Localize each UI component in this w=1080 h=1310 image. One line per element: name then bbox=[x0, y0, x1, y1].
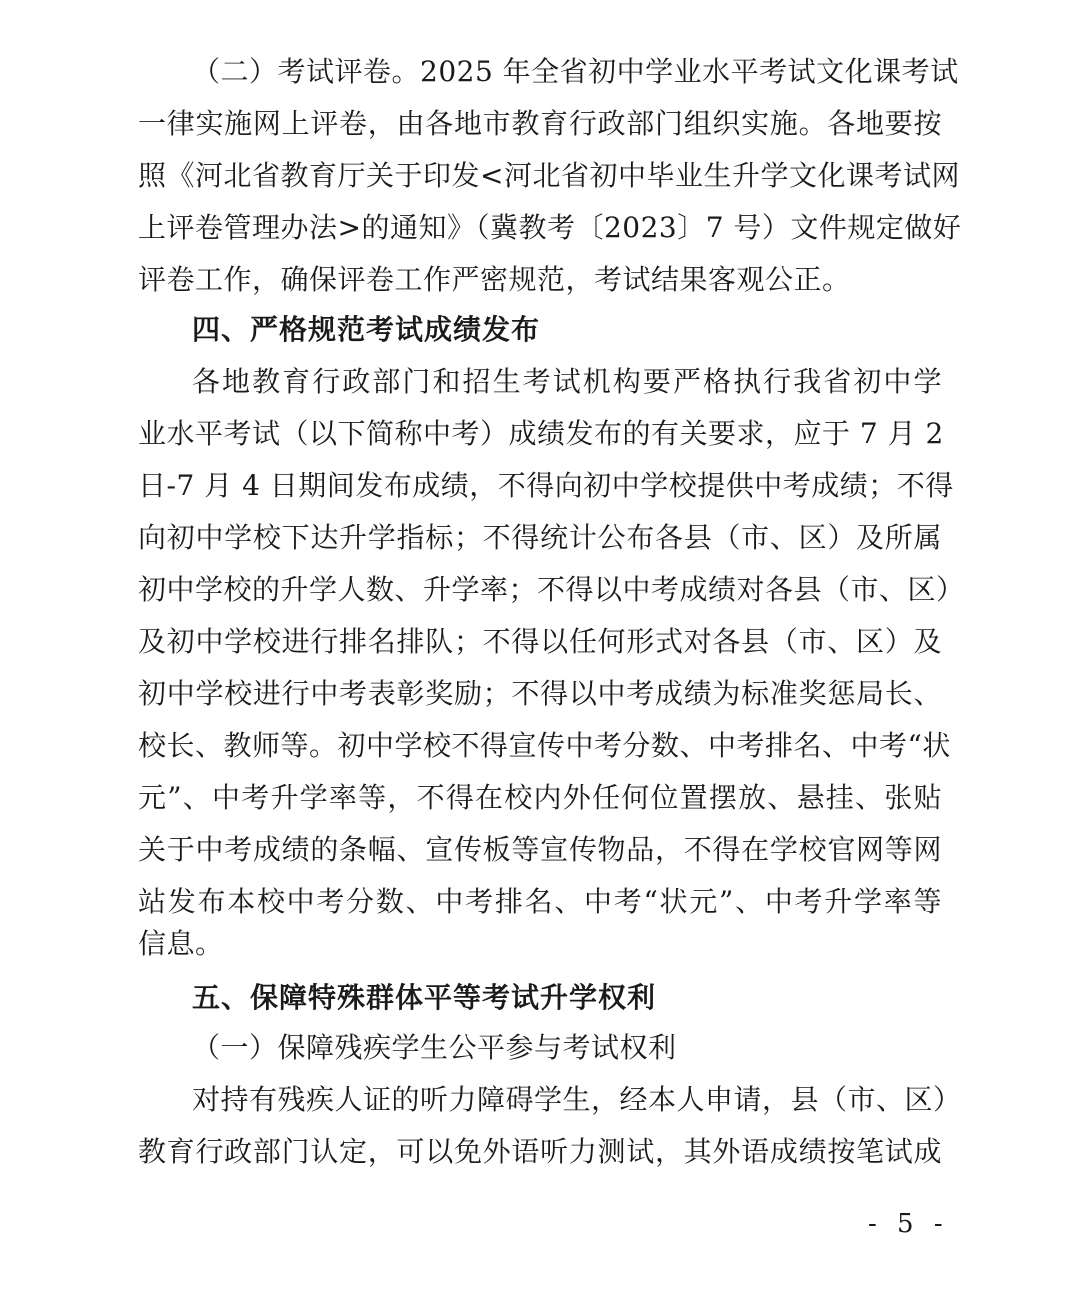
paragraph-line: 及初中学校进行排名排队；不得以任何形式对各县（市、区）及 bbox=[138, 625, 942, 658]
paragraph-line: 向初中学校下达升学指标；不得统计公布各县（市、区）及所属 bbox=[138, 521, 942, 554]
paragraph-line: 业水平考试（以下简称中考）成绩发布的有关要求，应于 7 月 2 bbox=[138, 417, 944, 450]
paragraph-line: 各地教育行政部门和招生考试机构要严格执行我省初中学 bbox=[192, 365, 942, 398]
paragraph-line: 评卷工作，确保评卷工作严密规范，考试结果客观公正。 bbox=[138, 263, 851, 296]
paragraph-line: （二）考试评卷。2025 年全省初中学业水平考试文化课考试 bbox=[192, 55, 959, 88]
paragraph-line: 教育行政部门认定，可以免外语听力测试，其外语成绩按笔试成 bbox=[138, 1135, 942, 1168]
paragraph-line: 一律实施网上评卷，由各地市教育行政部门组织实施。各地要按 bbox=[138, 107, 942, 140]
paragraph-line: 上评卷管理办法>的通知》（冀教考〔2023〕7 号）文件规定做好 bbox=[138, 211, 962, 244]
paragraph-line: 元”、中考升学率等，不得在校内外任何位置摆放、悬挂、张贴 bbox=[138, 781, 942, 814]
page-number: - 5 - bbox=[868, 1209, 949, 1239]
paragraph-line: 初中学校进行中考表彰奖励；不得以中考成绩为标准奖惩局长、 bbox=[138, 677, 942, 710]
paragraph-line: 初中学校的升学人数、升学率；不得以中考成绩对各县（市、区） bbox=[138, 573, 965, 606]
section-heading-4: 四、严格规范考试成绩发布 bbox=[192, 313, 541, 346]
paragraph-line: 信息。 bbox=[138, 927, 224, 960]
subsection-heading: （一）保障残疾学生公平参与考试权利 bbox=[192, 1031, 677, 1064]
paragraph-line: 照《河北省教育厅关于印发<河北省初中毕业生升学文化课考试网 bbox=[138, 159, 960, 192]
paragraph-line: 日-7 月 4 日期间发布成绩，不得向初中学校提供中考成绩；不得 bbox=[138, 469, 954, 502]
paragraph-line: 对持有残疾人证的听力障碍学生，经本人申请，县（市、区） bbox=[192, 1083, 962, 1116]
paragraph-line: 校长、教师等。初中学校不得宣传中考分数、中考排名、中考“状 bbox=[138, 729, 951, 762]
paragraph-line: 站发布本校中考分数、中考排名、中考“状元”、中考升学率等 bbox=[138, 885, 942, 918]
section-heading-5: 五、保障特殊群体平等考试升学权利 bbox=[192, 981, 657, 1014]
paragraph-line: 关于中考成绩的条幅、宣传板等宣传物品，不得在学校官网等网 bbox=[138, 833, 942, 866]
